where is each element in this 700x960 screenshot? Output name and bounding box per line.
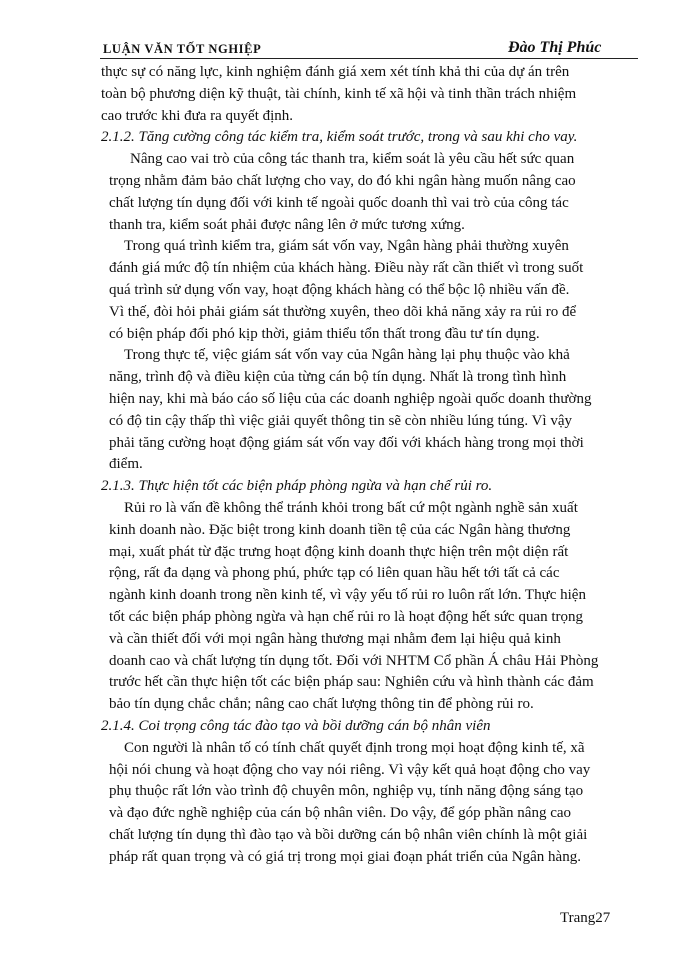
text-line: điểm.: [109, 456, 143, 473]
text-line: rộng, rất đa dạng và phong phú, phức tạp có liên quan hầu hết tới tất cả các: [109, 565, 560, 582]
text-line: có độ tin cậy thấp thì việc giải quyết thông tin sẽ còn nhiều lúng túng. Vì vậy: [109, 412, 572, 429]
paragraph-first-line: Con người là nhân tố có tính chất quyết định trong mọi hoạt động kinh tế, xã: [124, 739, 585, 756]
text-line: phụ thuộc rất lớn vào trình độ chuyên môn, nghiệp vụ, tính năng động sáng tạo: [109, 783, 584, 800]
section-heading-2-1-4: 2.1.4. Coi trọng công tác đào tạo và bồi dưỡng cán bộ nhân viên: [101, 717, 491, 734]
text-line: đánh giá mức độ tín nhiệm của khách hàng. Điều này rất cần thiết vì trong suốt: [109, 260, 584, 277]
text-line: cao trước khi đưa ra quyết định.: [101, 107, 294, 124]
text-line: thanh tra, kiểm soát phải được nâng lên ở mức tương xứng.: [109, 216, 465, 233]
text-line: và đạo đức nghề nghiệp của cán bộ nhân viên. Do vậy, để góp phần nâng cao: [109, 805, 572, 822]
text-line: doanh cao và chất lượng tín dụng tốt. Đối với NHTM Cổ phần Á châu Hải Phòng: [109, 652, 599, 669]
paragraph-first-line: Nâng cao vai trò của công tác thanh tra, kiểm soát là yêu cầu hết sức quan: [130, 151, 575, 168]
text-line: tốt các biện pháp phòng ngừa và hạn chế rủi ro là hoạt động hết sức quan trọng: [109, 608, 584, 625]
text-line: trước hết cần thực hiện tốt các biện pháp sau: Nghiên cứu và hình thành các đảm: [109, 674, 594, 691]
text-line: pháp rất quan trọng và có giá trị trong mọi giai đoạn phát triển của Ngân hàng.: [109, 848, 581, 865]
page-number: Trang27: [560, 910, 611, 926]
section-heading-2-1-2: 2.1.2. Tăng cường công tác kiểm tra, kiểm soát trước, trong và sau khi cho vay.: [101, 129, 578, 146]
page-body: [101, 62, 639, 868]
text-line: Vì thế, đòi hỏi phải giám sát thường xuyên, theo dõi khả năng xảy ra rủi ro để: [109, 303, 577, 320]
document-header-title: LUẬN VĂN TỐT NGHIỆP: [103, 42, 262, 56]
paragraph-first-line: Rủi ro là vấn đề không thể tránh khỏi trong bất cứ một ngành nghề sản xuất: [124, 499, 578, 516]
paragraph-first-line: Trong thực tế, việc giám sát vốn vay của Ngân hàng lại phụ thuộc vào khả: [124, 347, 570, 364]
text-line: chất lượng tín dụng đối với kinh tế ngoài quốc doanh thì vai trò của công tác: [109, 194, 569, 211]
text-line: năng, trình độ và điều kiện của từng cán bộ tín dụng. Nhất là trong tình hình: [109, 369, 567, 386]
section-heading-2-1-3: 2.1.3. Thực hiện tốt các biện pháp phòng ngừa và hạn chế rủi ro.: [101, 478, 493, 495]
text-line: ngành kinh doanh trong nền kinh tế, vì vậy yếu tố rủi ro luôn rất lớn. Thực hiện: [109, 587, 586, 604]
text-line: mại, xuất phát từ đặc trưng hoạt động kinh doanh thực hiện trên một diện rất: [109, 543, 569, 560]
author-name: Đào Thị Phúc: [508, 39, 602, 56]
text-line: phải tăng cường hoạt động giám sát vốn vay đối với khách hàng trong mọi thời: [109, 434, 584, 451]
text-line: và cần thiết đối với mọi ngân hàng thương mại nhằm đem lại hiệu quả kinh: [109, 630, 561, 647]
text-line: quá trình sử dụng vốn vay, hoạt động khách hàng có thể bộc lộ nhiều vấn đề.: [109, 281, 570, 298]
text-line: bảo tín dụng chắc chắn; nâng cao chất lượng thông tin để phòng rủi ro.: [109, 696, 534, 713]
text-line: chất lượng tín dụng thì đào tạo và bồi dưỡng cán bộ nhân viên chính là một giải: [109, 826, 588, 843]
text-line: hội nói chung và hoạt động cho vay nói riêng. Vì vậy kết quả hoạt động cho vay: [109, 761, 591, 778]
header-divider: [100, 58, 638, 59]
paragraph-first-line: Trong quá trình kiểm tra, giám sát vốn vay, Ngân hàng phải thường xuyên: [124, 238, 569, 255]
text-line: toàn bộ phương diện kỹ thuật, tài chính, kinh tế xã hội và tinh thần trách nhiệm: [101, 85, 577, 102]
text-line: hiện nay, khi mà báo cáo số liệu của các doanh nghiệp ngoài quốc doanh thường: [109, 390, 592, 407]
text-line: thực sự có năng lực, kinh nghiệm đánh giá xem xét tính khả thi của dự án trên: [101, 64, 570, 80]
text-line: có biện pháp đối phó kịp thời, giảm thiểu tổn thất trong đầu tư tín dụng.: [109, 325, 540, 342]
text-line: trọng nhằm đảm bảo chất lượng cho vay, do đó khi ngân hàng muốn nâng cao: [109, 172, 576, 189]
text-line: kinh doanh nào. Đặc biệt trong kinh doanh tiền tệ của các Ngân hàng thương: [109, 521, 571, 538]
